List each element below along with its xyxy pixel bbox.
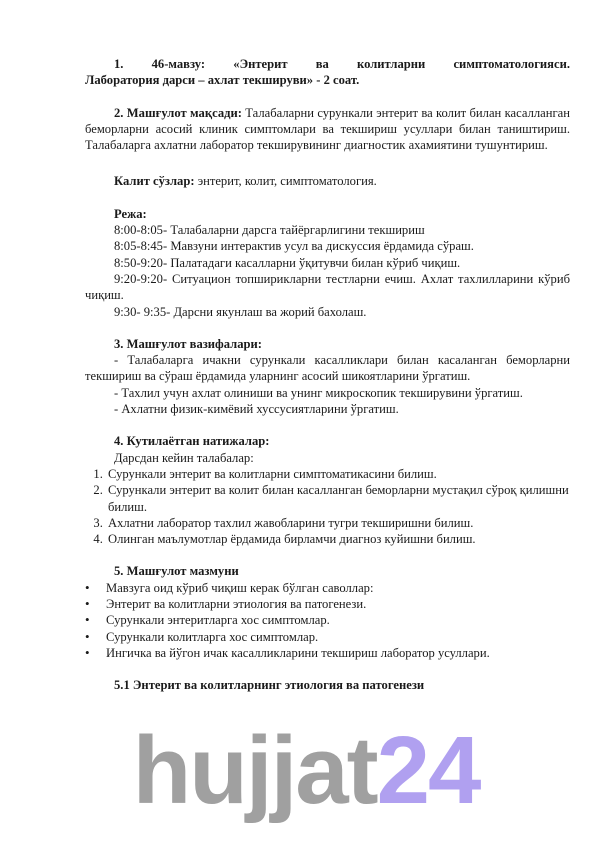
plan-item: 9:20-9:20- Ситуацион топширикларни тестларни ечиш. Ахлат тахлилларини кўриб чиқиш. xyxy=(85,271,570,304)
result-item: 3. Ахлатни лаборатор тахлил жавобларини тугри текширишни билиш. xyxy=(106,515,570,531)
topic-heading-line2: Лаборатория дарси – ахлат текшируви» - 2 соат. xyxy=(85,72,570,88)
topic-heading-line1 xyxy=(85,56,570,72)
goal-paragraph xyxy=(85,105,570,154)
document-content xyxy=(85,0,570,694)
content-item: • Сурункали колитларга хос симптомлар. xyxy=(106,629,570,645)
watermark-number: 24 xyxy=(377,717,480,824)
heading-word: «Энтерит xyxy=(233,56,287,72)
results-intro: Дарсдан кейин талабалар: xyxy=(85,450,570,466)
watermark xyxy=(0,694,612,853)
keywords-label: Калит сўзлар: xyxy=(114,174,195,188)
result-item: 2. Сурункали энтерит ва колит билан касалланган беморларни мустақил сўроқ қилишни билиш. xyxy=(106,482,570,515)
plan-section xyxy=(85,206,570,320)
plan-label: Режа: xyxy=(85,206,570,222)
plan-item: 8:00-8:05- Талабаларни дарсга тайёргарлигини текшириш xyxy=(85,222,570,238)
content-item: • Ингичка ва йўгон ичак касалликларини текшириш лаборатор усуллари. xyxy=(106,645,570,661)
topic-heading xyxy=(85,56,570,89)
content-item: • Энтерит ва колитларни этиология ва патогенези. xyxy=(106,596,570,612)
tasks-section xyxy=(85,336,570,417)
plan-item: 8:05-8:45- Мавзуни интерактив усул ва дискуссия ёрдамида сўраш. xyxy=(85,238,570,254)
heading-word: симптоматологияси. xyxy=(453,56,570,72)
task-item: - Тахлил учун ахлат олиниши ва унинг микроскопик текширувини ўргатиш. xyxy=(85,385,570,401)
task-item: - Талабаларга ичакни сурункали касалликлари билан касаланган беморларни текшириш ва сўраш ёрдамида уларнинг асосий шикоятларини ўргатиш. xyxy=(85,352,570,385)
subsection-heading: 5.1 Энтерит ва колитларнинг этиология ва патогенези xyxy=(85,677,570,693)
heading-word: 1. xyxy=(114,56,123,72)
watermark-brand: hujjat xyxy=(133,717,377,824)
task-item: - Ахлатни физик-кимёвий хуссусиятларини ўргатиш. xyxy=(85,401,570,417)
content-item: • Мавзуга оид кўриб чиқиш керак бўлган саволлар: xyxy=(106,580,570,596)
keywords-paragraph xyxy=(85,173,570,189)
heading-word: ва xyxy=(316,56,329,72)
results-section xyxy=(85,433,570,547)
plan-item: 9:30- 9:35- Дарсни якунлаш ва жорий бахолаш. xyxy=(85,304,570,320)
results-list xyxy=(85,466,570,547)
content-list xyxy=(85,580,570,661)
content-item: • Сурункали энтеритларга хос симптомлар. xyxy=(106,612,570,628)
results-label: 4. Кутилаётган натижалар: xyxy=(85,433,570,449)
heading-word: 46-мавзу: xyxy=(152,56,206,72)
content-section xyxy=(85,563,570,661)
goal-label: 2. Машғулот мақсади: xyxy=(114,106,242,120)
keywords-text: энтерит, колит, симптоматология. xyxy=(195,174,377,188)
heading-word: колитларни xyxy=(357,56,425,72)
watermark-text xyxy=(133,718,480,824)
content-label: 5. Машғулот мазмуни xyxy=(85,563,570,579)
result-item: 4. Олинган маълумотлар ёрдамида бирламчи диагноз куйишни билиш. xyxy=(106,531,570,547)
result-item: 1. Сурункали энтерит ва колитларни симптоматикасини билиш. xyxy=(106,466,570,482)
goal-text: Талабаларни сурункали энтерит ва колит билан касалланган беморларни асосий клиник симптомлари ва текшириш усуллари билан таништириш. Талабаларга ахлатни лаборатор текширувининг диагностик ахамиятини тушунтириш. xyxy=(85,106,570,153)
tasks-label: 3. Машғулот вазифалари: xyxy=(85,336,570,352)
plan-item: 8:50-9:20- Палатадаги касалларни ўқитувчи билан кўриб чиқиш. xyxy=(85,255,570,271)
